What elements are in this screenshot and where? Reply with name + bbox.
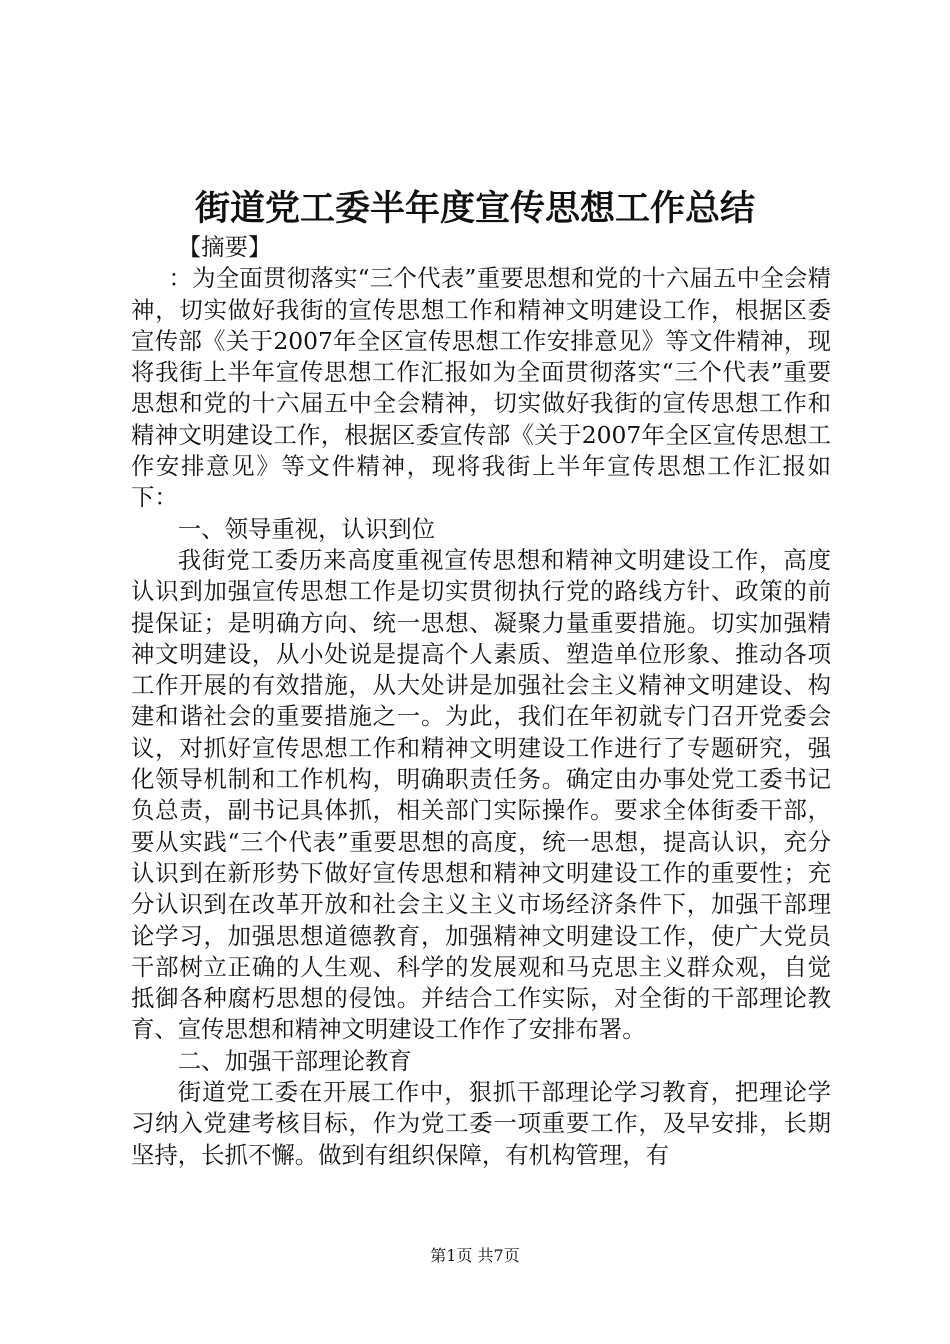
abstract-paragraph: ：为全面贯彻落实“三个代表”重要思想和党的十六届五中全会精神，切实做好我街的宣传思想工作和精神文明建设工作，根据区委宣传部《关于2007年全区宣传思想工作安排意见》等文件精神，现将我街上半年宣传思想工作汇报如为全面贯彻落实“三个代表”重要思想和党的十六届五中全会精神，切实做好我街的宣传思想工作和精神文明建设工作，根据区委宣传部《关于2007年全区宣传思想工作安排意见》等文件精神，现将我街上半年宣传思想工作汇报如下： <box>131 264 831 512</box>
document-title: 街道党工委半年度宣传思想工作总结 <box>194 188 755 229</box>
section-paragraph-2: 街道党工委在开展工作中，狠抓干部理论学习教育，把理论学习纳入党建考核目标，作为党工委一项重要工作，及早安排，长期坚持，长抓不懈。做到有组织保障，有机构管理，有 <box>131 1078 831 1169</box>
document-body <box>131 232 831 1171</box>
page-footer: 第1页 共7页 <box>430 1246 520 1265</box>
section-heading-2: 二、加强干部理论教育 <box>177 1046 412 1075</box>
abstract-label: 【摘要】 <box>177 233 272 261</box>
section-paragraph-1: 我街党工委历来高度重视宣传思想和精神文明建设工作，高度认识到加强宣传思想工作是切实贯彻执行党的路线方针、政策的前提保证；是明确方向、统一思想、凝聚力量重要措施。切实加强精神文明建设，从小处说是提高个人素质、塑造单位形象、推动各项工作开展的有效措施，从大处讲是加强社会主义精神文明建设、构建和谐社会的重要措施之一。为此，我们在年初就专门召开党委会议，对抓好宣传思想工作和精神文明建设工作进行了专题研究，强化领导机制和工作机构，明确职责任务。确定由办事处党工委书记负总责，副书记具体抓，相关部门实际操作。要求全体街委干部，要从实践“三个代表”重要思想的高度，统一思想，提高认识，充分认识到在新形势下做好宣传思想和精神文明建设工作的重要性；充分认识到在改革开放和社会主义主义市场经济条件下，加强干部理论学习，加强思想道德教育，加强精神文明建设工作，使广大党员干部树立正确的人生观、科学的发展观和马克思主义群众观，自觉抵御各种腐朽思想的侵蚀。并结合工作实际，对全街的干部理论教育、宣传思想和精神文明建设工作作了安排布署。 <box>131 545 831 1044</box>
section-heading-1: 一、领导重视，认识到位 <box>177 514 436 543</box>
